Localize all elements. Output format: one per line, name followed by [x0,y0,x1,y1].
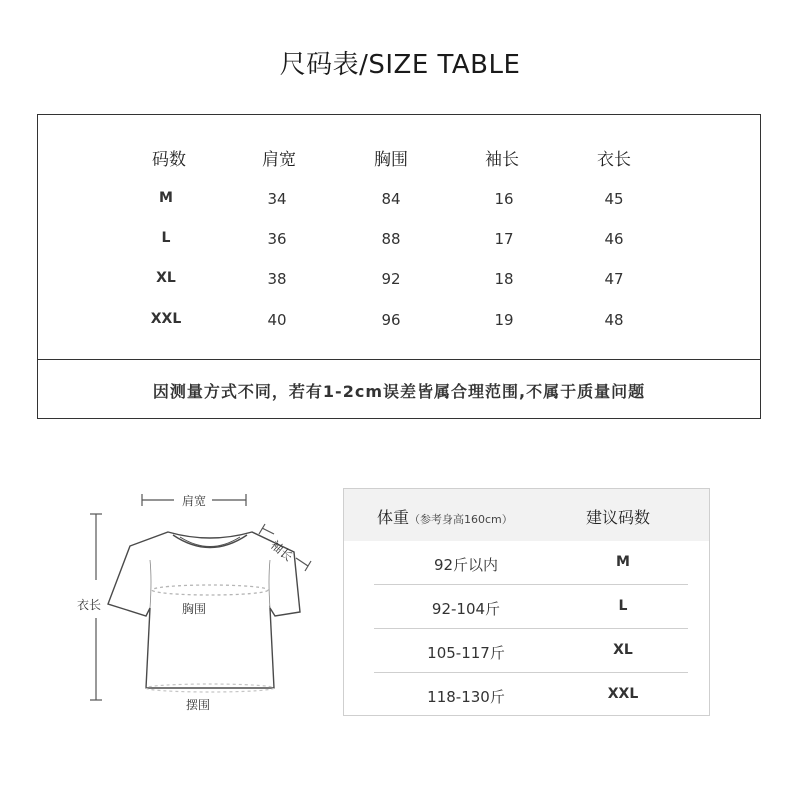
table-cell: 40 [267,311,287,329]
weight-cell: 118-130斤 [427,688,505,706]
table-row [374,629,688,673]
weight-cell: 92-104斤 [431,600,501,618]
table-cell: 46 [604,230,624,248]
header-weight [377,505,513,528]
length-label: 衣长 [77,598,102,612]
table-cell: 18 [494,270,514,288]
chest-label: 胸围 [182,602,207,616]
table-divider [38,359,760,360]
table-cell: 36 [267,230,287,248]
table-cell: XL [156,270,176,286]
table-cell: 88 [381,230,401,248]
shoulder-label: 肩宽 [182,494,207,508]
header-chest: 胸围 [374,150,408,170]
table-cell: XXL [150,311,182,327]
size-cell: XXL [607,686,639,702]
size-cell: M [616,554,630,570]
table-cell: 96 [381,311,401,329]
table-row [374,673,688,716]
size-cell: XL [613,642,633,658]
header-length: 衣长 [597,150,631,170]
weight-table-header [344,489,709,541]
header-sleeve: 袖长 [485,150,519,170]
table-cell: 92 [381,270,401,288]
header-weight-note: （参考身高160cm） [409,513,513,526]
table-cell: L [161,230,171,246]
table-cell: 48 [604,311,624,329]
table-cell: 34 [267,190,287,208]
size-cell: L [618,598,628,614]
table-row [374,585,688,629]
weight-cell: 92斤以内 [433,556,499,574]
hem-label: 摆围 [186,698,211,712]
table-cell: M [159,190,173,206]
header-recommended-size: 建议码数 [586,508,651,527]
table-cell: 47 [604,270,624,288]
header-size: 码数 [152,150,186,170]
table-cell: 84 [381,190,401,208]
table-cell: 38 [267,270,287,288]
header-weight-label: 体重 [377,508,410,527]
measurement-note: 因测量方式不同，若有1-2cm误差皆属合理范围,不属于质量问题 [152,382,646,401]
table-cell: 16 [494,190,514,208]
tshirt-diagram [70,480,320,720]
table-cell: 17 [494,230,514,248]
page-title: 尺码表/SIZE TABLE [279,50,521,80]
table-cell: 45 [604,190,624,208]
header-shoulder: 肩宽 [262,150,296,170]
table-cell: 19 [494,311,514,329]
size-table [37,114,761,419]
weight-table [343,488,710,716]
weight-cell: 105-117斤 [427,644,505,662]
table-row [374,541,688,585]
sleeve-label: 袖长 [267,537,296,564]
